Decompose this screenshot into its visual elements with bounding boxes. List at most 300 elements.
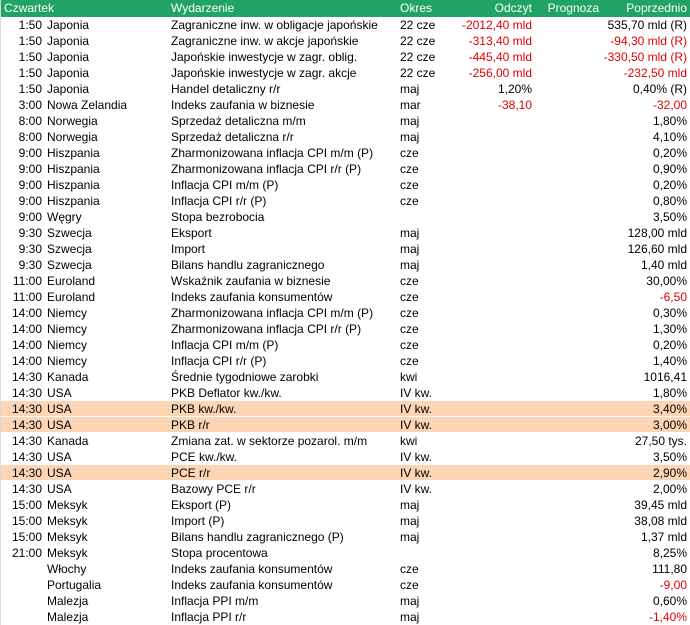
event-actual	[449, 417, 533, 432]
event-forecast	[533, 561, 603, 576]
event-previous: -9,00	[659, 578, 687, 592]
event-actual: -2012,40 mld	[461, 18, 532, 32]
table-row[interactable]	[1, 577, 690, 593]
event-name: Zharmonizowana inflacja CPI m/m (P)	[171, 306, 374, 320]
event-previous: 0,20%	[652, 338, 687, 352]
table-row[interactable]	[1, 369, 690, 385]
event-period: kwi	[400, 370, 418, 384]
table-row[interactable]	[1, 449, 690, 465]
event-period: 22 cze	[400, 66, 436, 80]
event-previous: 0,60%	[652, 594, 687, 608]
event-period	[399, 209, 449, 224]
header-previous: Poprzednio	[626, 1, 687, 15]
table-row[interactable]	[1, 209, 690, 225]
event-time: 14:30	[11, 450, 42, 464]
table-row[interactable]	[1, 593, 690, 609]
event-name: Średnie tygodniowe zarobki	[171, 370, 319, 384]
event-time: 14:00	[11, 306, 42, 320]
event-previous: 3,50%	[652, 210, 687, 224]
event-actual	[449, 145, 533, 160]
event-actual	[449, 401, 533, 416]
table-row[interactable]	[1, 225, 690, 241]
table-row-highlighted[interactable]	[1, 401, 690, 417]
event-period: cze	[400, 290, 419, 304]
header-forecast: Prognoza	[547, 1, 599, 15]
event-previous: 1,80%	[652, 114, 687, 128]
event-period: maj	[400, 258, 420, 272]
table-row[interactable]	[1, 65, 690, 81]
event-previous: 3,50%	[652, 450, 687, 464]
event-actual: -313,40 mld	[468, 34, 532, 48]
event-period: IV kw.	[400, 450, 433, 464]
event-time: 3:00	[18, 98, 42, 112]
event-forecast	[533, 273, 603, 288]
event-time: 9:00	[18, 162, 42, 176]
event-forecast	[533, 129, 603, 144]
event-period: 22 cze	[400, 18, 436, 32]
event-time: 9:30	[18, 242, 42, 256]
event-forecast	[533, 465, 603, 480]
event-country: Niemcy	[47, 338, 88, 352]
event-name: Zharmonizowana inflacja CPI m/m (P)	[171, 146, 374, 160]
event-forecast	[533, 513, 603, 528]
event-previous: 0,30%	[652, 306, 687, 320]
event-forecast	[533, 353, 603, 368]
event-previous: 38,08 mld	[634, 514, 687, 528]
event-name: PKB Deflator kw./kw.	[171, 386, 282, 400]
event-period: 22 cze	[400, 34, 436, 48]
event-name: Import	[171, 242, 206, 256]
event-time: 21:00	[11, 546, 42, 560]
event-time	[1, 593, 45, 608]
event-country: Hiszpania	[47, 146, 100, 160]
event-actual: 1,20%	[497, 82, 532, 96]
table-row[interactable]	[1, 561, 690, 577]
event-time: 1:50	[18, 50, 42, 64]
event-actual	[449, 449, 533, 464]
event-country: Japonia	[47, 18, 90, 32]
event-period: cze	[400, 562, 419, 576]
header-day: Czwartek	[4, 1, 55, 15]
event-country: Malezja	[47, 594, 89, 608]
event-previous: 3,40%	[652, 402, 687, 416]
event-forecast	[533, 401, 603, 416]
table-row[interactable]	[1, 289, 690, 305]
table-row-highlighted[interactable]	[1, 465, 690, 481]
event-period: IV kw.	[400, 482, 433, 496]
event-country: Szwecja	[47, 258, 92, 272]
event-previous: 2,90%	[652, 466, 687, 480]
event-forecast	[533, 449, 603, 464]
event-previous: 3,00%	[652, 418, 687, 432]
event-name: Zharmonizowana inflacja CPI r/r (P)	[171, 162, 362, 176]
event-country: Hiszpania	[47, 194, 100, 208]
event-actual	[449, 177, 533, 192]
event-previous: 2,00%	[652, 482, 687, 496]
event-forecast	[533, 481, 603, 496]
event-actual	[449, 433, 533, 448]
event-forecast	[533, 193, 603, 208]
event-name: Japońskie inwestycje w zagr. oblig.	[171, 50, 358, 64]
event-list	[1, 17, 690, 625]
event-forecast	[533, 545, 603, 560]
event-period: 22 cze	[400, 50, 436, 64]
event-actual	[449, 321, 533, 336]
event-period: cze	[400, 322, 419, 336]
event-country: Kanada	[47, 370, 89, 384]
table-row[interactable]	[1, 113, 690, 129]
header-actual: Odczyt	[494, 1, 532, 15]
event-forecast	[533, 497, 603, 512]
header-row	[1, 0, 690, 17]
event-previous: -330,50 mld (R)	[603, 50, 687, 64]
table-row[interactable]	[1, 337, 690, 353]
event-actual	[449, 161, 533, 176]
event-country: Hiszpania	[47, 162, 100, 176]
event-actual	[449, 609, 533, 624]
event-country: Norwegia	[47, 114, 98, 128]
event-time: 1:50	[18, 66, 42, 80]
event-forecast	[533, 289, 603, 304]
event-period: cze	[400, 306, 419, 320]
table-row[interactable]	[1, 545, 690, 561]
event-time: 15:00	[11, 498, 42, 512]
event-name: Inflacja PPI r/r	[171, 610, 247, 624]
event-time: 1:50	[18, 18, 42, 32]
table-row[interactable]	[1, 241, 690, 257]
event-forecast	[533, 225, 603, 240]
event-actual	[449, 465, 533, 480]
event-period: cze	[400, 194, 419, 208]
table-row[interactable]	[1, 257, 690, 273]
event-actual	[449, 369, 533, 384]
event-country: Japonia	[47, 50, 90, 64]
event-name: Handel detaliczny r/r	[171, 82, 281, 96]
event-forecast	[533, 33, 603, 48]
event-previous: -232,50 mld	[623, 66, 687, 80]
event-forecast	[533, 305, 603, 320]
event-period	[399, 545, 449, 560]
event-previous: 0,20%	[652, 146, 687, 160]
event-country: Włochy	[47, 562, 87, 576]
table-row[interactable]	[1, 97, 690, 113]
event-time: 14:30	[11, 402, 42, 416]
event-country: Meksyk	[47, 546, 88, 560]
event-time: 9:30	[18, 226, 42, 240]
table-row[interactable]	[1, 433, 690, 449]
event-actual	[449, 129, 533, 144]
event-name: Indeks zaufania w biznesie	[171, 98, 315, 112]
event-actual	[449, 337, 533, 352]
event-time: 11:00	[12, 290, 42, 304]
event-previous: 1016,41	[643, 370, 687, 384]
event-period: cze	[400, 338, 419, 352]
event-country: USA	[47, 418, 72, 432]
event-name: PCE kw./kw.	[171, 450, 238, 464]
event-name: Sprzedaż detaliczna r/r	[171, 130, 294, 144]
event-period: mar	[400, 98, 421, 112]
event-forecast	[533, 17, 603, 32]
event-country: Niemcy	[47, 306, 88, 320]
event-time: 15:00	[11, 514, 42, 528]
table-row-highlighted[interactable]	[1, 417, 690, 433]
event-country: Szwecja	[47, 226, 92, 240]
event-forecast	[533, 177, 603, 192]
event-previous: -94,30 mld (R)	[610, 34, 687, 48]
event-previous: 126,60 mld	[627, 242, 687, 256]
event-previous: 535,70 mld (R)	[607, 18, 687, 32]
event-forecast	[533, 113, 603, 128]
event-previous: 39,45 mld	[634, 498, 687, 512]
event-country: USA	[47, 466, 72, 480]
event-actual	[449, 225, 533, 240]
event-period: cze	[400, 274, 419, 288]
event-previous: 1,40 mld	[640, 258, 687, 272]
event-name: Bilans handlu zagranicznego	[171, 258, 325, 272]
event-time: 9:30	[18, 258, 42, 272]
event-previous: -6,50	[659, 290, 687, 304]
event-name: Inflacja CPI r/r (P)	[171, 354, 267, 368]
event-country: USA	[47, 482, 72, 496]
event-actual: -256,00 mld	[468, 66, 532, 80]
table-row[interactable]	[1, 273, 690, 289]
event-country: USA	[47, 402, 72, 416]
event-name: Inflacja CPI m/m (P)	[171, 178, 279, 192]
event-previous: 0,80%	[652, 194, 687, 208]
event-country: USA	[47, 386, 72, 400]
event-name: Sprzedaż detaliczna m/m	[171, 114, 306, 128]
event-forecast	[533, 529, 603, 544]
event-forecast	[533, 577, 603, 592]
event-country: Niemcy	[47, 354, 88, 368]
event-actual	[449, 545, 533, 560]
event-forecast	[533, 241, 603, 256]
event-time: 14:30	[11, 434, 42, 448]
event-period: IV kw.	[400, 402, 433, 416]
table-row[interactable]	[1, 513, 690, 529]
header-event: Wydarzenie	[171, 1, 235, 15]
event-time: 14:30	[11, 370, 42, 384]
event-time: 1:50	[18, 34, 42, 48]
event-actual: -445,40 mld	[468, 50, 532, 64]
event-period: cze	[400, 354, 419, 368]
event-actual	[449, 257, 533, 272]
event-country: Euroland	[47, 290, 96, 304]
event-time: 9:00	[18, 210, 42, 224]
event-country: Japonia	[47, 82, 90, 96]
event-actual	[449, 481, 533, 496]
event-actual	[449, 113, 533, 128]
event-time: 9:00	[18, 146, 42, 160]
event-forecast	[533, 81, 603, 96]
table-row[interactable]	[1, 193, 690, 209]
event-actual	[449, 353, 533, 368]
event-previous: 1,80%	[652, 386, 687, 400]
event-name: Inflacja CPI r/r (P)	[171, 194, 267, 208]
table-row[interactable]	[1, 177, 690, 193]
event-name: Stopa bezrobocia	[171, 210, 265, 224]
event-time: 9:00	[18, 178, 42, 192]
table-row[interactable]	[1, 17, 690, 33]
event-period: cze	[400, 578, 419, 592]
event-time	[1, 577, 45, 592]
event-country: Japonia	[47, 34, 90, 48]
event-previous: 1,30%	[652, 322, 687, 336]
table-row[interactable]	[1, 321, 690, 337]
event-forecast	[533, 97, 603, 112]
event-time: 14:00	[11, 354, 42, 368]
event-forecast	[533, 49, 603, 64]
event-name: Indeks zaufania konsumentów	[171, 562, 333, 576]
event-previous: 0,20%	[652, 178, 687, 192]
event-country: Japonia	[47, 66, 90, 80]
event-actual: -38,10	[497, 98, 532, 112]
table-row[interactable]	[1, 33, 690, 49]
event-name: Zmiana zat. w sektorze pozarol. m/m	[171, 434, 368, 448]
event-name: Indeks zaufania konsumentów	[171, 578, 333, 592]
event-country: Meksyk	[47, 514, 88, 528]
event-actual	[449, 289, 533, 304]
event-time: 14:30	[11, 482, 42, 496]
event-actual	[449, 385, 533, 400]
event-previous: 0,40% (R)	[632, 82, 687, 96]
event-name: Import (P)	[171, 514, 225, 528]
event-period: maj	[400, 498, 420, 512]
event-name: PKB kw./kw.	[171, 402, 237, 416]
event-time: 14:00	[11, 322, 42, 336]
event-country: Meksyk	[47, 498, 88, 512]
event-period: cze	[400, 146, 419, 160]
event-name: Bazowy PCE r/r	[171, 482, 256, 496]
event-period: maj	[400, 594, 420, 608]
event-period: maj	[400, 226, 420, 240]
event-name: Zagraniczne inw. w obligacje japońskie	[171, 18, 378, 32]
event-forecast	[533, 609, 603, 624]
event-country: Niemcy	[47, 322, 88, 336]
event-previous: -32,00	[652, 98, 687, 112]
event-time	[1, 561, 45, 576]
table-row[interactable]	[1, 161, 690, 177]
event-previous: 0,90%	[652, 162, 687, 176]
table-row[interactable]	[1, 497, 690, 513]
event-period: maj	[400, 610, 420, 624]
event-name: Zharmonizowana inflacja CPI r/r (P)	[171, 322, 362, 336]
event-country: Nowa Zelandia	[47, 98, 128, 112]
event-previous: 27,50 tys.	[634, 434, 687, 448]
table-row[interactable]	[1, 81, 690, 97]
event-name: Zagraniczne inw. w akcje japońskie	[171, 34, 359, 48]
table-row[interactable]	[1, 385, 690, 401]
event-period: cze	[400, 178, 419, 192]
event-previous: 30,00%	[646, 274, 687, 288]
event-time: 14:30	[11, 386, 42, 400]
event-forecast	[533, 321, 603, 336]
event-period: maj	[400, 242, 420, 256]
event-period: cze	[400, 162, 419, 176]
event-actual	[449, 241, 533, 256]
event-forecast	[533, 257, 603, 272]
event-country: Węgry	[47, 210, 82, 224]
event-previous: -1,40%	[648, 610, 687, 624]
table-row[interactable]	[1, 145, 690, 161]
event-actual	[449, 529, 533, 544]
table-row[interactable]	[1, 353, 690, 369]
event-period: kwi	[400, 434, 418, 448]
event-previous: 8,25%	[652, 546, 687, 560]
header-period: Okres	[400, 1, 433, 15]
event-period: IV kw.	[400, 466, 433, 480]
event-time: 14:30	[11, 466, 42, 480]
table-row[interactable]	[1, 305, 690, 321]
event-forecast	[533, 161, 603, 176]
event-forecast	[533, 65, 603, 80]
event-name: Bilans handlu zagranicznego (P)	[171, 530, 344, 544]
event-previous: 128,00 mld	[627, 226, 687, 240]
event-actual	[449, 513, 533, 528]
event-actual	[449, 497, 533, 512]
event-previous: 111,80	[652, 562, 687, 576]
event-actual	[449, 273, 533, 288]
event-period: maj	[400, 130, 420, 144]
table-row[interactable]	[1, 49, 690, 65]
event-period: maj	[400, 114, 420, 128]
event-previous: 1,37 mld	[640, 530, 687, 544]
event-name: Inflacja PPI m/m	[171, 594, 259, 608]
event-forecast	[533, 145, 603, 160]
event-name: PKB r/r	[171, 418, 210, 432]
event-period: maj	[400, 514, 420, 528]
event-country: Kanada	[47, 434, 89, 448]
table-row[interactable]	[1, 529, 690, 545]
event-name: Wskaźnik zaufania w biznesie	[171, 274, 331, 288]
event-time	[1, 609, 45, 624]
event-forecast	[533, 209, 603, 224]
event-forecast	[533, 433, 603, 448]
event-actual	[449, 593, 533, 608]
event-country: Malezja	[47, 610, 89, 624]
event-previous: 1,40%	[652, 354, 687, 368]
event-forecast	[533, 337, 603, 352]
event-country: Hiszpania	[47, 178, 100, 192]
event-forecast	[533, 593, 603, 608]
event-previous: 4,10%	[652, 130, 687, 144]
table-row[interactable]	[1, 609, 690, 625]
event-country: Szwecja	[47, 242, 92, 256]
event-name: Inflacja CPI m/m (P)	[171, 338, 279, 352]
event-time: 15:00	[11, 530, 42, 544]
event-time: 11:00	[12, 274, 42, 288]
event-country: Euroland	[47, 274, 96, 288]
table-row[interactable]	[1, 481, 690, 497]
event-forecast	[533, 417, 603, 432]
event-actual	[449, 561, 533, 576]
event-time: 8:00	[18, 130, 42, 144]
event-period: IV kw.	[400, 386, 433, 400]
event-actual	[449, 577, 533, 592]
event-actual	[449, 193, 533, 208]
event-name: Stopa procentowa	[171, 546, 268, 560]
event-time: 9:00	[18, 194, 42, 208]
event-period: maj	[400, 82, 420, 96]
event-name: Japońskie inwestycje w zagr. akcje	[171, 66, 357, 80]
event-country: USA	[47, 450, 72, 464]
event-actual	[449, 305, 533, 320]
event-time: 14:30	[11, 418, 42, 432]
event-name: Eksport (P)	[171, 498, 232, 512]
table-row[interactable]	[1, 129, 690, 145]
event-name: Indeks zaufania konsumentów	[171, 290, 333, 304]
event-time: 1:50	[18, 82, 42, 96]
